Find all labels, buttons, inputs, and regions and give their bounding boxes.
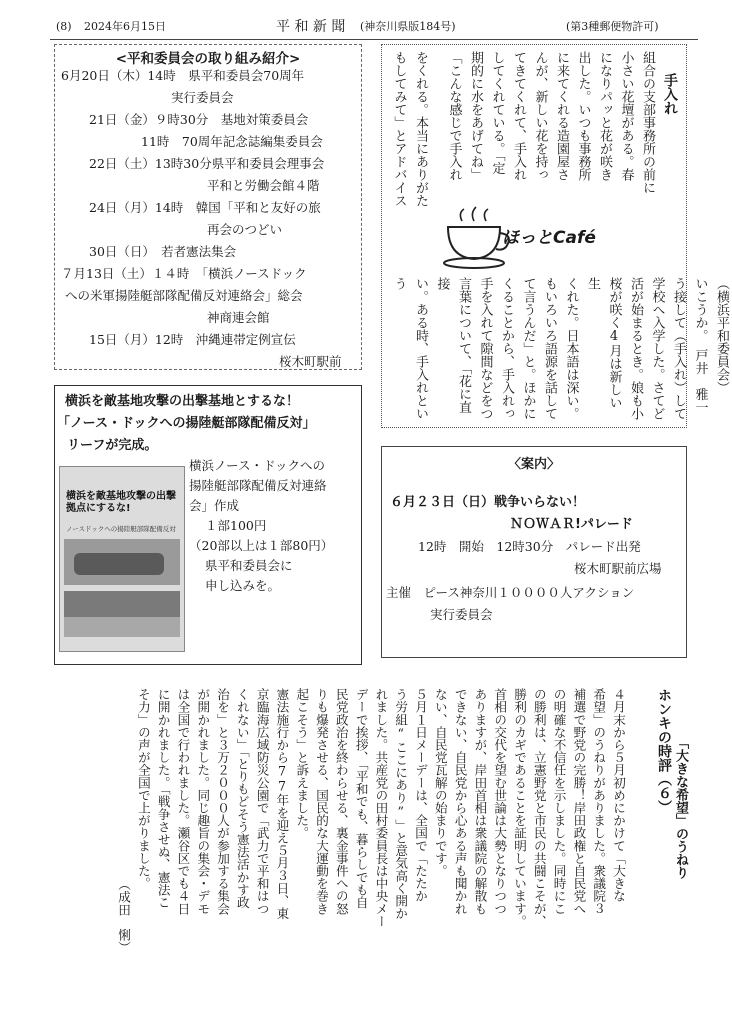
cafe-column: 学校へ入学した。さてど [649, 277, 665, 420]
cafe-heading: 手入れ [662, 73, 678, 115]
honki-column: 治を」と３万２０００人が参加する集会 [215, 688, 231, 915]
schedule-line: 再会のつどい [207, 222, 283, 237]
leaflet-heading-3: リーフが完成。 [67, 438, 158, 453]
cover-photo-2-water [64, 617, 180, 637]
honki-column: くれない」「とりもどそう憲法活かす政 [234, 688, 250, 909]
honki-column: デーで挨拶、「平和でも、暮らしでも自 [353, 688, 369, 909]
notice-title: 〈案内〉 [507, 457, 560, 472]
cafe-column: てきてくれて、手入れ [511, 51, 526, 181]
cafe-column: い。ある時、手入れという [391, 277, 428, 420]
honki-column: ５月１日メーデーは、全国で「たたか [413, 688, 429, 903]
cafe-body-left-top [388, 51, 431, 261]
cafe-column: 「こんな感じで手入れ [446, 51, 462, 181]
schedule-list [61, 67, 357, 367]
page-number: (8) [56, 20, 72, 33]
honki-column: そ力」の声が全国で上がりました。 [135, 688, 151, 890]
cafe-column: んが、新しい花を持っ [532, 51, 548, 181]
leaflet-line: （20部以上は１部80円） [189, 538, 334, 553]
cafe-column: 期的に水をあげてね」 [468, 51, 483, 181]
leaflet-cover-title: 横浜を敵基地攻撃の出撃拠点にするな! [66, 491, 176, 514]
cafe-column: （横浜平和委員会） [714, 277, 729, 394]
cafe-column: 出した。いつも事務所 [575, 51, 591, 181]
honki-column: 勝利のカギであることを証明しています。 [512, 688, 528, 928]
cafe-column: 言葉について、「花に直接 [434, 277, 471, 414]
leaflet-line: 県平和委員会に [205, 558, 293, 573]
cafe-column: 桜が咲く4月は新しい生 [585, 277, 622, 409]
honki-column: 起こそう」と訴えました。 [294, 688, 310, 840]
cafe-column: くれた。日本語は深い。 [563, 277, 579, 420]
schedule-line: 神商連会館 [207, 310, 270, 325]
honki-heading: ホンキの時評（６） [656, 688, 672, 814]
honki-column: ４月末から５月初めにかけて「大きな [611, 688, 626, 903]
cafe-column: て言うんだ」と。ほかに [520, 277, 536, 420]
edition-label: (神奈川県版184号) [360, 20, 456, 33]
leaflet-line: １部100円 [205, 518, 267, 533]
newspaper-title: 平 和 新 聞 [276, 19, 346, 35]
honki-column: う労組“ここにあり”」と意気高く開か [393, 688, 409, 920]
schedule-line: 桜木町駅前 [279, 354, 342, 369]
cafe-column: 活が始まるとき。娘も小 [628, 277, 643, 420]
leaflet-line: 申し込みを。 [205, 578, 281, 593]
leaflet-heading-2: 「ノース・ドックへの揚陸艇部隊配備反対」 [57, 416, 316, 431]
cafe-column: してくれている。「定 [489, 51, 505, 175]
schedule-line: 15日（月）12時 沖縄連帯定例宣伝 [89, 332, 296, 347]
honki-column: りも爆発させる、国民的な大運動を巻き [314, 688, 330, 915]
honki-signature: （成田 悧） [116, 878, 132, 954]
event-time: 12時 開始 12時30分 パレード出発 [418, 539, 641, 554]
notice-box [381, 446, 687, 658]
leaflet-line: 揚陸艇部隊配備反対連絡 [189, 478, 327, 493]
honki-column: 首相の交代を望む世論は大勢となりつつ [492, 688, 508, 915]
schedule-line: 11時 70周年記念誌編集委員会 [141, 134, 323, 149]
postal-permit: (第3種郵便物許可) [566, 20, 659, 33]
honki-column: の勝利は、立憲野党と市民の共闘こそが、 [531, 688, 547, 928]
header-rule [50, 39, 698, 40]
honki-column: に開かれました。「戦争させぬ、憲法こ [155, 688, 171, 909]
honki-column: が開かれました。同じ趣旨の集会・デモ [195, 688, 211, 915]
event-place: 桜木町駅前広場 [574, 561, 662, 576]
cafe-column: いこうか。 戸井 雅一 [692, 277, 708, 414]
leaflet-line: 会」作成 [189, 498, 240, 513]
schedule-line: 実行委員会 [171, 90, 234, 105]
event-date-line: ６月２３日（日）戦争いらない！ [390, 495, 586, 510]
honki-column: 希望」のうねりがありました。衆議院３ [591, 688, 607, 915]
honki-column: の明確な不信任を示しました。同時にこ [551, 688, 567, 915]
honki-body [113, 688, 628, 1006]
honki-column: れました。共産党の田村委員長は中央メー [373, 688, 389, 928]
cafe-logo-text: ほっとCafé [502, 228, 596, 248]
cafe-column: に来てくれる造園屋さ [554, 51, 569, 181]
honki-subheading: 「大きな希望」のうねり [673, 736, 688, 879]
honki-column: 京臨海広域防災公園で「武力で平和はつ [254, 688, 270, 915]
cafe-column: をくれる。本当にありがた [413, 51, 428, 207]
schedule-line: 22日（土）13時30分県平和委員会理事会 [89, 156, 325, 171]
cafe-body-left-bottom [388, 277, 732, 421]
cafe-logo [440, 205, 596, 271]
schedule-box [54, 44, 362, 370]
leaflet-text [189, 456, 359, 596]
cafe-column: 組合の支部事務所の前に [640, 51, 655, 194]
cafe-column: もいろいろ語源を話して [542, 277, 557, 420]
cafe-column: 手を入れて隙間などをつ [477, 277, 493, 420]
honki-column: ありますが、岸田首相は衆議院の解散も [472, 688, 488, 915]
schedule-line: 21日（金）９時30分 基地対策委員会 [89, 112, 309, 127]
cafe-essay-box [381, 44, 729, 428]
leaflet-heading-1: 横浜を敵基地攻撃の出撃基地とするな！ [65, 394, 300, 409]
event-host-committee: 実行委員会 [430, 607, 493, 622]
cafe-column: 小さい花壇がある。春 [618, 51, 634, 181]
honki-column: 民党政治を終わらせる、裏金事件への怒 [333, 688, 349, 915]
cafe-column: になりパッと花が咲き [597, 51, 612, 181]
schedule-line: 平和と労働会館４階 [207, 178, 320, 193]
leaflet-cover-subtitle: ノースドックへの揚陸艇部隊配備反対 [66, 525, 176, 533]
leaflet-line: 横浜ノース・ドックへの [189, 458, 326, 473]
cafe-column: う接して（手入れ）して [671, 277, 686, 420]
honki-column: ない、自民党瓦解の始まりです。 [432, 688, 448, 877]
schedule-line: 6月20日（木）14時 県平和委員会70周年 [61, 68, 305, 83]
event-name: ＮＯＷＡＲ!パレード [510, 517, 633, 532]
leaflet-box [54, 385, 362, 665]
cafe-column: もしてみて」とアドバイス [391, 51, 407, 207]
schedule-line: 24日（月）14時 韓国「平和と友好の旅 [89, 200, 321, 215]
honki-column: 憲法施行から77年を迎え５月３日、東 [274, 688, 290, 920]
schedule-line: 30日（日） 若者憲法集会 [89, 244, 237, 259]
schedule-title: <平和委員会の取り組み紹介> [115, 51, 301, 67]
issue-date: 2024年6月15日 [84, 20, 166, 33]
cover-photo-1-ship [74, 553, 164, 575]
event-host: 主催 ピース神奈川１００００人アクション [386, 585, 635, 600]
honki-column: 補選で野党の完勝！岸田政権と自民党へ [571, 688, 587, 915]
cafe-column: くることから、手入れっ [499, 277, 514, 420]
leaflet-cover-image [59, 466, 185, 652]
schedule-line: ７月13日（土）１４時 「横浜ノースドック [61, 266, 307, 281]
honki-column: できない、自民党から心ある声も聞かれ [452, 688, 468, 915]
schedule-line: への米軍揚陸艇部隊配備反対連絡会」総会 [65, 288, 303, 303]
honki-column: は全国で行われました。瀬谷区でも４日 [175, 688, 191, 915]
